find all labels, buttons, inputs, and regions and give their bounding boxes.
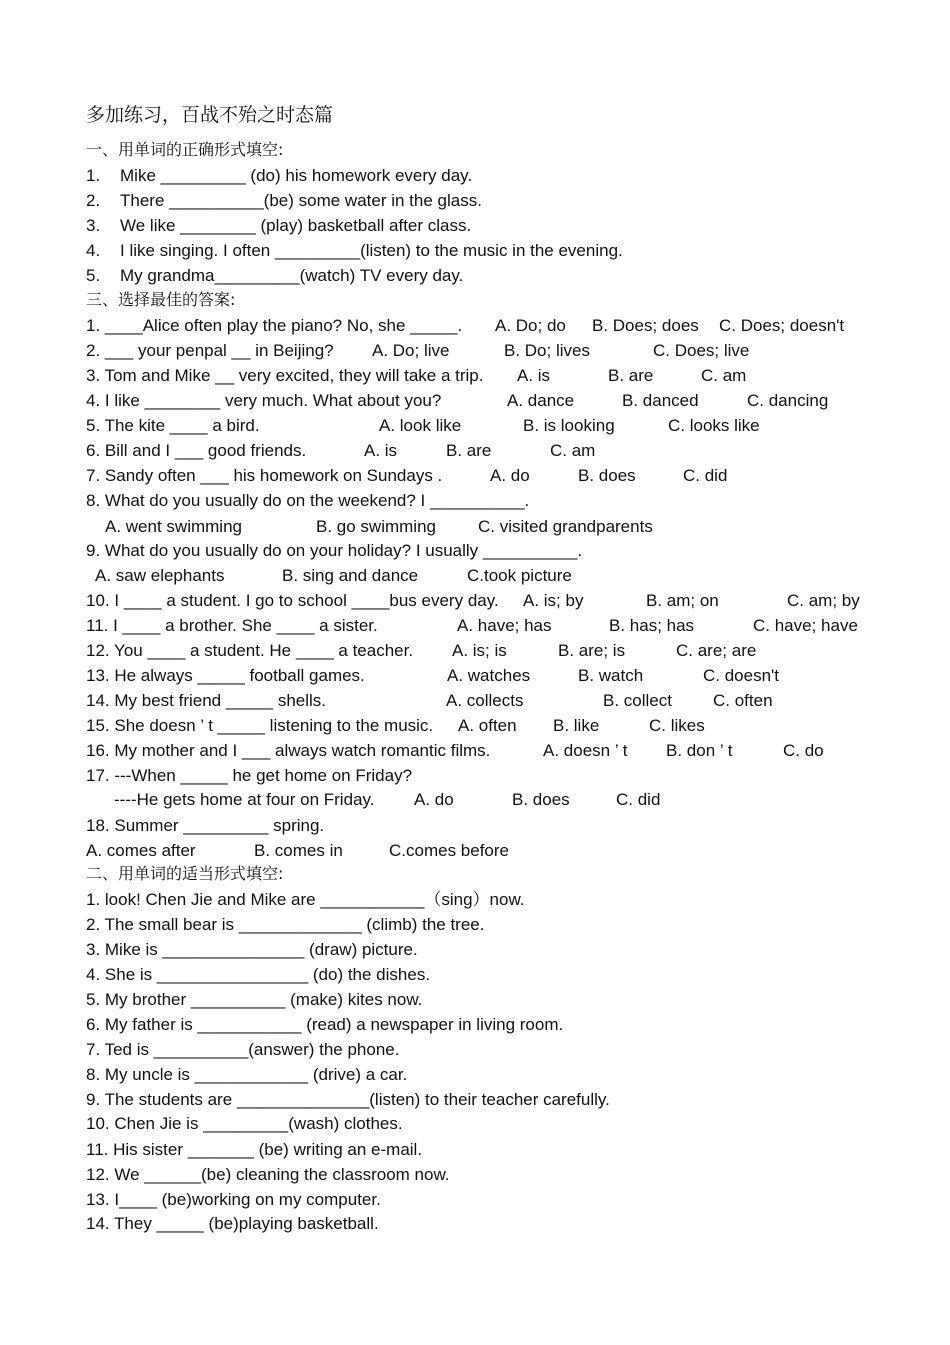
option-a: A. watches: [447, 666, 531, 685]
option-b: B. comes in: [254, 841, 343, 860]
option-a: A. look like: [379, 416, 462, 435]
question-stem: 9. What do you usually do on your holiday? I usually __________.: [86, 541, 583, 560]
item-number: 5.: [86, 266, 101, 285]
option-c: C. visited grandparents: [478, 517, 653, 536]
item-text: My grandma_________(watch) TV every day.: [120, 266, 464, 285]
item-number: 2.: [86, 191, 101, 210]
question-stem: 8. What do you usually do on the weekend? I __________.: [86, 491, 530, 510]
option-c: C. looks like: [668, 416, 760, 435]
section1-item-3: [86, 214, 471, 238]
question-stem: 12. You ____ a student. He ____ a teacher.: [86, 641, 414, 660]
option-a: A. doesn ’ t: [543, 741, 628, 760]
question-stem: 2. ___ your penpal __ in Beijing?: [86, 341, 334, 360]
section2-item-12: 12. We ______(be) cleaning the classroom now.: [86, 1165, 450, 1184]
option-a: A. comes after: [86, 841, 196, 860]
item-number: 4.: [86, 241, 101, 260]
option-c: C. did: [683, 466, 728, 485]
item-text: Mike _________ (do) his homework every day.: [120, 166, 473, 185]
question-stem: 10. I ____ a student. I go to school ____bus every day.: [86, 591, 499, 610]
option-b: B. sing and dance: [282, 566, 419, 585]
option-b: B. are; is: [558, 641, 626, 660]
option-a: A. collects: [446, 691, 524, 710]
option-c: C. are; are: [676, 641, 757, 660]
option-b: B. go swimming: [316, 517, 436, 536]
item-number: 3.: [86, 216, 101, 235]
option-a: A. went swimming: [105, 517, 242, 536]
section2-item-9: 9. The students are ______________(listen) to their teacher carefully.: [86, 1090, 610, 1109]
option-b: B. Does; does: [592, 316, 699, 335]
option-a: A. Do; do: [495, 316, 566, 335]
option-b: B. like: [553, 716, 600, 735]
option-a: A. is: [517, 366, 551, 385]
option-c: C. dancing: [747, 391, 829, 410]
question-stem: 1. ____Alice often play the piano? No, she _____.: [86, 316, 463, 335]
option-b: B. watch: [578, 666, 644, 685]
section2-item-13: 13. I____ (be)working on my computer.: [86, 1190, 381, 1209]
section3-heading: 三、选择最佳的答案:: [86, 290, 236, 309]
option-b: B. does: [578, 466, 636, 485]
option-c: C. have; have: [753, 616, 858, 635]
section2-item-6: 6. My father is ___________ (read) a newspaper in living room.: [86, 1015, 564, 1034]
option-b: B. has; has: [609, 616, 695, 635]
option-c: C. am; by: [787, 591, 860, 610]
question-stem: 11. I ____ a brother. She ____ a sister.: [86, 616, 378, 635]
option-c: C. Does; doesn't: [719, 316, 845, 335]
question-stem: 7. Sandy often ___ his homework on Sundays .: [86, 466, 443, 485]
option-b: B. collect: [603, 691, 672, 710]
question-stem: 17. ---When _____ he get home on Friday?: [86, 766, 413, 785]
section2-item-7: 7. Ted is __________(answer) the phone.: [86, 1040, 400, 1059]
option-a: A. dance: [507, 391, 575, 410]
item-text: We like ________ (play) basketball after class.: [120, 216, 472, 235]
option-b: B. don ’ t: [666, 741, 733, 760]
question-stem: 6. Bill and I ___ good friends.: [86, 441, 307, 460]
option-c: C.took picture: [467, 566, 572, 585]
item-number: 1.: [86, 166, 101, 185]
question-stem: 15. She doesn ’ t _____ listening to the music.: [86, 716, 434, 735]
section1-heading: 一、用单词的正确形式填空:: [86, 140, 284, 159]
option-c: C. likes: [649, 716, 705, 735]
section2-item-11: 11. His sister _______ (be) writing an e-mail.: [86, 1140, 423, 1159]
option-b: B. is looking: [523, 416, 615, 435]
option-a: A. is; is: [452, 641, 507, 660]
section2-item-8: 8. My uncle is ____________ (drive) a car.: [86, 1065, 408, 1084]
question-stem: 16. My mother and I ___ always watch romantic films.: [86, 741, 491, 760]
question-stem: 13. He always _____ football games.: [86, 666, 365, 685]
option-a: A. is: [364, 441, 398, 460]
option-b: B. danced: [622, 391, 699, 410]
option-c: C. Does; live: [653, 341, 750, 360]
option-a: A. have; has: [457, 616, 552, 635]
option-b: B. are: [446, 441, 492, 460]
question-stem: 18. Summer _________ spring.: [86, 816, 325, 835]
option-a: A. saw elephants: [95, 566, 225, 585]
option-c: C. often: [713, 691, 773, 710]
question-stem: 4. I like ________ very much. What about you?: [86, 391, 442, 410]
question-stem-reply: ----He gets home at four on Friday.: [114, 790, 375, 809]
option-b: B. Do; lives: [504, 341, 590, 360]
item-text: There __________(be) some water in the glass.: [120, 191, 482, 210]
section1-item-4: [86, 239, 623, 263]
question-stem: 3. Tom and Mike __ very excited, they will take a trip.: [86, 366, 484, 385]
option-a: A. do: [490, 466, 530, 485]
option-a: A. Do; live: [372, 341, 450, 360]
section1-item-1: [86, 164, 472, 188]
section2-item-5: 5. My brother __________ (make) kites now.: [86, 990, 423, 1009]
option-c: C. do: [783, 741, 824, 760]
item-text: I like singing. I often _________(listen) to the music in the evening.: [120, 241, 623, 260]
question-stem: 5. The kite ____ a bird.: [86, 416, 260, 435]
section2-item-10: 10. Chen Jie is _________(wash) clothes.: [86, 1114, 403, 1133]
option-a: A. often: [458, 716, 517, 735]
option-a: A. do: [414, 790, 454, 809]
option-b: B. am; on: [646, 591, 719, 610]
option-c: C. am: [701, 366, 747, 385]
option-c: C.comes before: [389, 841, 509, 860]
section1-item-5: [86, 264, 463, 288]
section2-item-1: 1. look! Chen Jie and Mike are ___________（sing）now.: [86, 890, 525, 909]
section2-item-2: 2. The small bear is _____________ (climb) the tree.: [86, 915, 485, 934]
option-a: A. is; by: [523, 591, 584, 610]
option-c: C. am: [550, 441, 596, 460]
option-b: B. are: [608, 366, 654, 385]
option-c: C. doesn't: [703, 666, 780, 685]
question-stem: 14. My best friend _____ shells.: [86, 691, 327, 710]
option-c: C. did: [616, 790, 661, 809]
option-b: B. does: [512, 790, 570, 809]
section2-heading: 二、用单词的适当形式填空:: [86, 864, 284, 883]
section1-item-2: [86, 189, 482, 213]
page-title: 多加练习，百战不殆之时态篇: [86, 104, 334, 126]
section2-item-4: 4. She is ________________ (do) the dishes.: [86, 965, 431, 984]
section2-item-14: 14. They _____ (be)playing basketball.: [86, 1214, 379, 1233]
section2-item-3: 3. Mike is _______________ (draw) picture.: [86, 940, 418, 959]
